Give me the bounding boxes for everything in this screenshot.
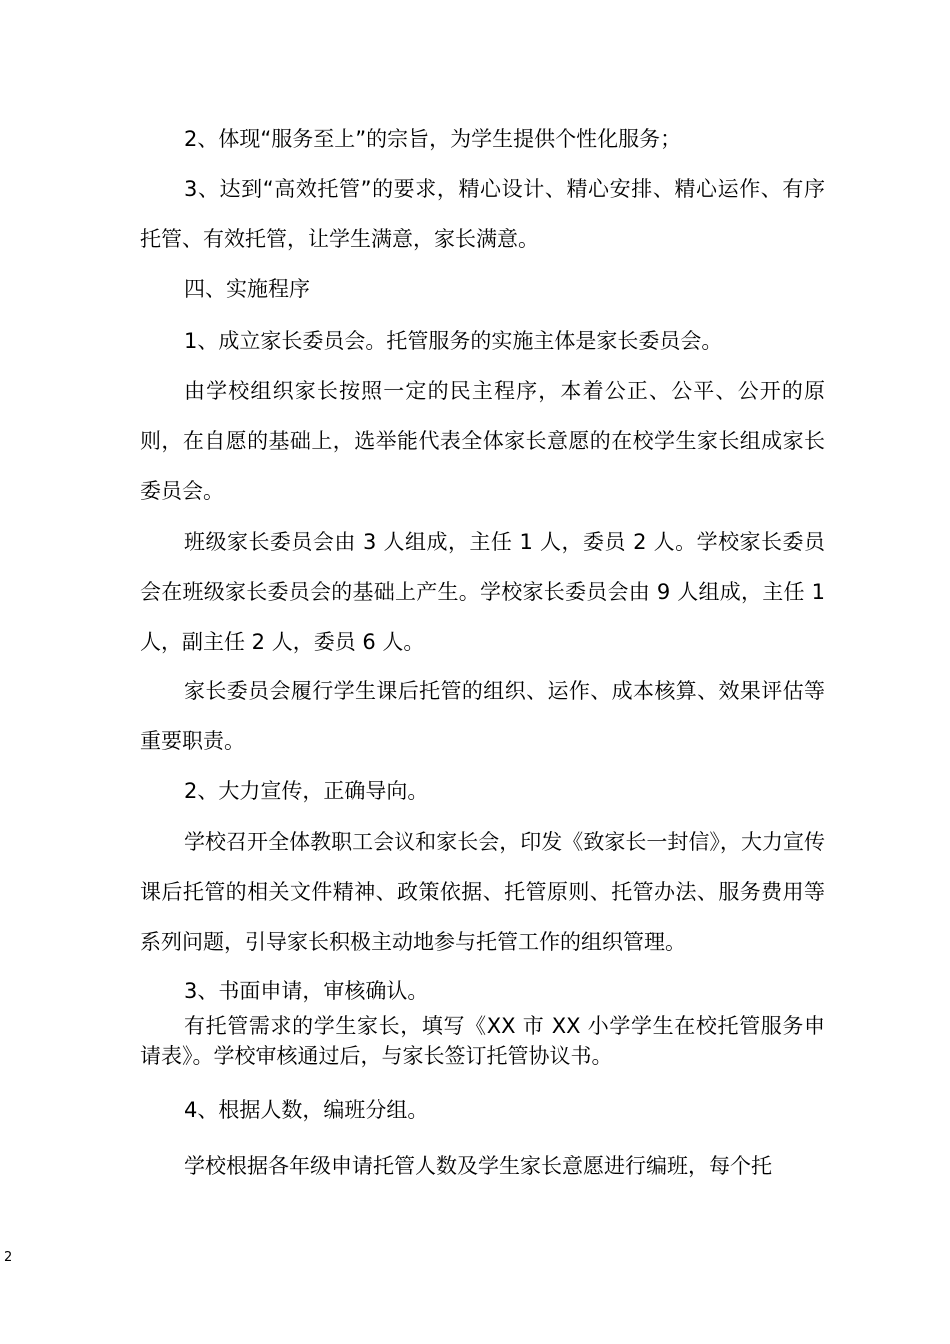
paragraph-application-heading: 3、书面申请，审核确认。 [184,979,429,1003]
paragraph-committee-composition: 班级家长委员会由 3 人组成，主任 1 人，委员 2 人。学校家长委员会在班级家长委员会的基础上产生。学校家长委员会由 9 人组成，主任 1 人，副主任 2 人，委员 6 人。 [140,530,825,654]
paragraph-efficient-care: 3、达到“高效托管”的要求，精心设计、精心安排、精心运作、有序托管、有效托管，让学生满意，家长满意。 [140,177,825,251]
paragraph-publicity-detail: 学校召开全体教职工会议和家长会，印发《致家长一封信》，大力宣传课后托管的相关文件精神、政策依据、托管原则、托管办法、服务费用等系列问题，引导家长积极主动地参与托管工作的组织管理。 [140,830,825,954]
paragraph-grouping-heading: 4、根据人数，编班分组。 [184,1098,429,1122]
paragraph-application-detail: 有托管需求的学生家长，填写《XX 市 XX 小学学生在校托管服务申请表》。学校审核通过后，与家长签订托管协议书。 [140,1014,825,1068]
section-heading-implementation: 四、实施程序 [184,277,310,301]
paragraph-parent-committee: 1、成立家长委员会。托管服务的实施主体是家长委员会。 [184,329,723,353]
paragraph-service-principle: 2、体现“服务至上”的宗旨，为学生提供个性化服务； [184,127,682,151]
paragraph-publicity-heading: 2、大力宣传，正确导向。 [184,779,429,803]
paragraph-committee-election: 由学校组织家长按照一定的民主程序，本着公正、公平、公开的原则，在自愿的基础上，选举能代表全体家长意愿的在校学生家长组成家长委员会。 [140,379,825,503]
page-number: 2 [4,1250,13,1265]
paragraph-grouping-detail: 学校根据各年级申请托管人数及学生家长意愿进行编班，每个托 [184,1154,772,1178]
paragraph-committee-duties: 家长委员会履行学生课后托管的组织、运作、成本核算、效果评估等重要职责。 [140,679,825,753]
